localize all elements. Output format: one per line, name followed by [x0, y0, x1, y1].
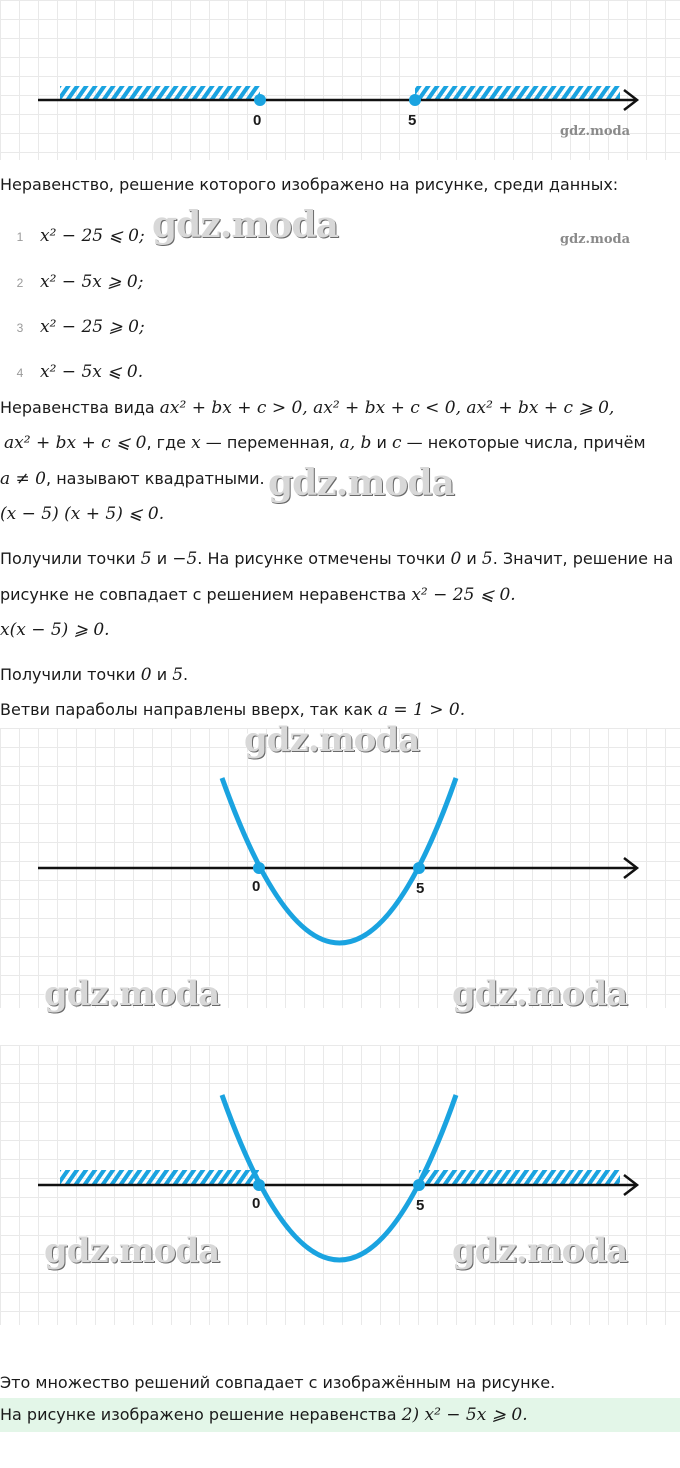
definition-line-2: ax² + bx + c ⩽ 0, где x — переменная, a, b и c — некоторые числа, причём [4, 433, 646, 453]
option-1: 1 x² − 25 ⩽ 0; [16, 226, 145, 246]
label-zero: 0 [252, 1195, 261, 1212]
factored-inequality-1: (x − 5) (x + 5) ⩽ 0. [0, 504, 165, 524]
point-five [413, 1179, 425, 1191]
parabola-curve [222, 1095, 456, 1260]
option-4: 4 x² − 5x ⩽ 0. [16, 362, 144, 382]
definition-line-1: Неравенства вида ax² + bx + c > 0, ax² + bx + c < 0, ax² + bx + c ⩾ 0, [0, 398, 615, 418]
definition-line-3: a ≠ 0, называют квадратными. [0, 469, 265, 489]
watermark: gdz.moda [452, 974, 628, 1014]
watermark: gdz.moda [152, 204, 338, 246]
watermark: gdz.moda [44, 1231, 220, 1271]
point-zero [253, 1179, 265, 1191]
point-zero [253, 862, 265, 874]
hatch-left [60, 1170, 259, 1184]
watermark: gdz.moda [560, 124, 631, 139]
hatch-left [60, 86, 260, 100]
branches-text: Ветви параболы направлены вверх, так как a = 1 > 0. [0, 700, 466, 720]
label-five: 5 [416, 880, 425, 897]
points-text-1: Получили точки 5 и −5. На рисунке отмечены точки 0 и 5. Значит, решение на [0, 549, 674, 569]
label-five: 5 [416, 1197, 425, 1214]
label-zero: 0 [253, 112, 262, 129]
watermark: gdz.moda [268, 462, 454, 504]
option-2: 2 x² − 5x ⩾ 0; [16, 272, 144, 292]
parabola-solution-svg [0, 1045, 680, 1325]
point-zero [254, 94, 266, 106]
conclusion-text: Это множество решений совпадает с изображённым на рисунке. [0, 1373, 556, 1392]
watermark: gdz.moda [452, 1231, 628, 1271]
figure-parabola [0, 720, 680, 1014]
figure-parabola-solution [0, 1045, 680, 1325]
watermark: gdz.moda [44, 974, 220, 1014]
intro-text: Неравенство, решение которого изображено на рисунке, среди данных: [0, 175, 619, 194]
label-five: 5 [408, 112, 417, 129]
figure-number-line [0, 0, 680, 160]
point-five [409, 94, 421, 106]
hatch-right [419, 1170, 620, 1184]
watermark: gdz.moda [244, 720, 420, 760]
parabola-svg [0, 728, 680, 1008]
parabola-curve [222, 778, 456, 943]
points-text-3: Получили точки 0 и 5. [0, 665, 189, 685]
factored-inequality-2: x(x − 5) ⩾ 0. [0, 620, 110, 640]
point-five [413, 862, 425, 874]
label-zero: 0 [252, 878, 261, 895]
points-text-2: рисунке не совпадает с решением неравенства x² − 25 ⩽ 0. [0, 585, 516, 605]
watermark: gdz.moda [560, 232, 631, 247]
hatch-right [415, 86, 620, 100]
answer-text: На рисунке изображено решение неравенства 2) x² − 5x ⩾ 0. [0, 1405, 528, 1425]
option-3: 3 x² − 25 ⩾ 0; [16, 317, 145, 337]
